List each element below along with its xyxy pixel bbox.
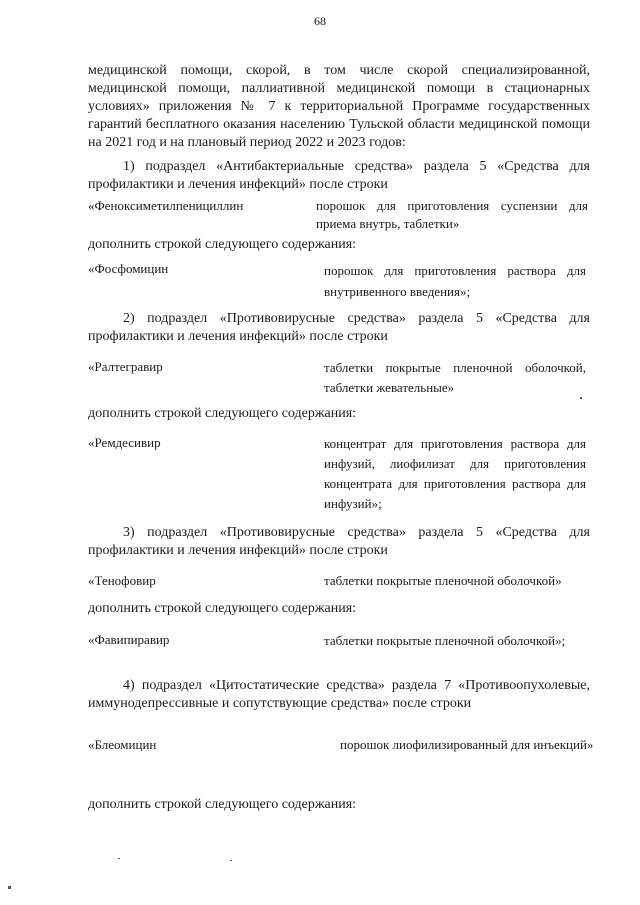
section-3-add-label: дополнить строкой следующего содержания: [88,601,357,616]
section-1-add-label: дополнить строкой следующего содержания: [88,237,357,252]
section-4-after-row [88,736,594,784]
page-number: 68 [314,14,326,28]
section-1-heading: 1) подраздел «Антибактериальные средства» раздела 5 «Средства для профилактики и лечения инфекций» после строки [88,159,590,192]
drug-form: таблетки покрытые пленочной оболочкой» [324,573,562,588]
scan-speck [230,860,232,861]
drug-form: порошок лиофилизированный для инъекций» [340,737,594,752]
section-2-after-row [88,358,590,406]
scan-speck [8,886,11,889]
section-2-add-label: дополнить строкой следующего содержания: [88,406,357,421]
scan-speck [118,858,120,859]
drug-name: «Тенофовир [88,573,156,588]
section-3-heading: 3) подраздел «Противовирусные средства» раздела 5 «Средства для профилактики и лечения инфекций» после строки [88,525,590,558]
section-2-heading: 2) подраздел «Противовирусные средства» раздела 5 «Средства для профилактики и лечения инфекций» после строки [88,311,590,344]
section-1-new-row [88,260,590,308]
section-3-new-row [88,631,590,679]
scan-speck [580,397,582,399]
drug-name: «Ремдесивир [88,435,161,450]
drug-name: «Фосфомицин [88,261,169,276]
section-2-new-row [88,434,590,514]
drug-name: «Фавипиравир [88,632,170,647]
drug-form: таблетки покрытые пленочной оболочкой»; [324,633,566,648]
drug-name: «Блеомицин [88,737,157,752]
drug-form: концентрат для приготовления раствора для инфузий, лиофилизат для приготовления концентрата для приготовления раствора для инфузий»; [324,436,586,511]
drug-form: таблетки покрытые пленочной оболочкой, таблетки жевательные» [324,360,586,395]
intro-paragraph: медицинской помощи, скорой, в том числе скорой специализированной, медицинской помощи, паллиативной медицинской помощи в стационарных условиях» приложения № 7 к территориальной Программе государственных гарантий бесплатного оказания населению Тульской области медицинской помощи на 2021 год и на плановый период 2022 и 2023 годов: [88,63,590,150]
section-4-heading: 4) подраздел «Цитостатические средства» раздела 7 «Противоопухолевые, иммунодепрессивные и сопутствующие средства» после строки [88,678,590,711]
drug-name: «Ралтегравир [88,359,163,374]
drug-form: порошок для приготовления суспензии для приема внутрь, таблетки» [316,198,588,231]
section-4-add-label: дополнить строкой следующего содержания: [88,797,357,812]
drug-name: «Феноксиметилпенициллин [88,198,244,213]
drug-form: порошок для приготовления раствора для внутривенного введения»; [324,263,586,299]
